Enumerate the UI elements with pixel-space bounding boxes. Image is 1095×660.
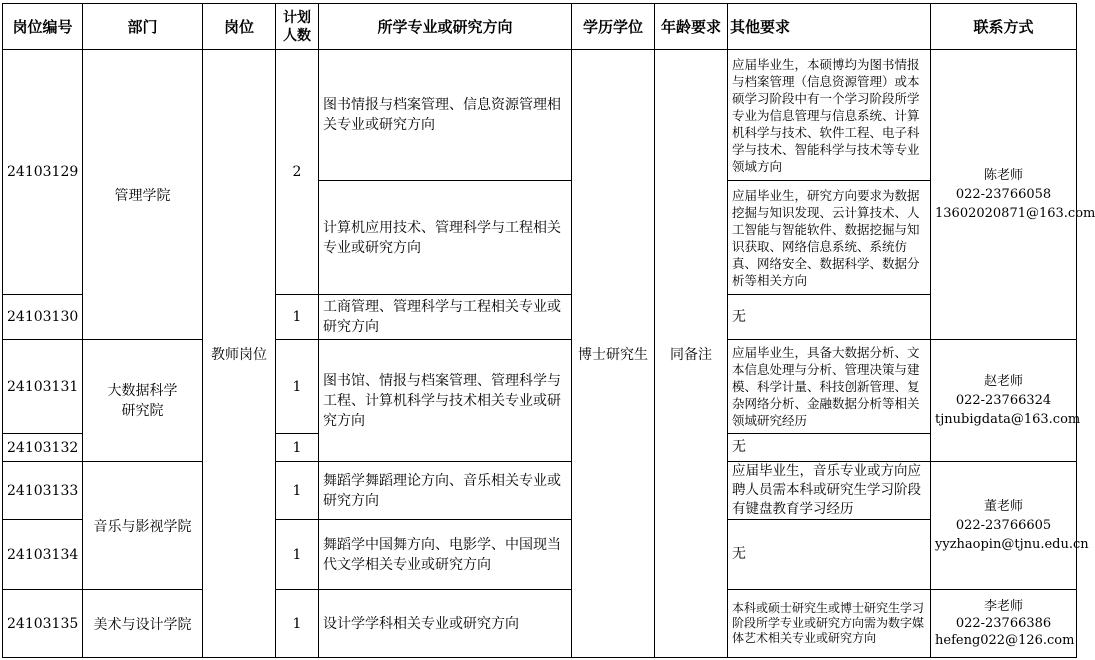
row-other: 应届毕业生，本硕博均为图书情报与档案管理（信息资源管理）或本硕学习阶段中有一个学习阶段所学专业为信息管理与信息系统、计算机科学与技术、软件工程、电子科学与技术、智能科学与技术等专业领域方向 bbox=[728, 50, 931, 181]
row-other: 无 bbox=[728, 520, 931, 590]
row-other: 无 bbox=[728, 295, 931, 340]
contact-name: 李老师 bbox=[983, 599, 1023, 614]
header-count: 计划人数 bbox=[276, 4, 319, 50]
header-major: 所学专业或研究方向 bbox=[319, 4, 572, 50]
contact-name: 赵老师 bbox=[983, 374, 1023, 389]
row-code: 24103130 bbox=[3, 295, 83, 340]
header-degree: 学历学位 bbox=[572, 4, 655, 50]
row-code: 24103133 bbox=[3, 462, 83, 520]
contact-phone: 022-23766324 bbox=[955, 393, 1052, 408]
header-dept: 部门 bbox=[83, 4, 203, 50]
position-cell: 教师岗位 bbox=[203, 50, 276, 658]
row-other: 无 bbox=[728, 434, 931, 462]
contact-bigdata bbox=[931, 340, 1081, 462]
row-major: 舞蹈学中国舞方向、电影学、中国现当代文学相关专业或研究方向 bbox=[319, 520, 572, 590]
dept-art: 美术与设计学院 bbox=[83, 590, 203, 658]
header-age: 年龄要求 bbox=[655, 4, 728, 50]
dept-mgmt: 管理学院 bbox=[83, 50, 203, 340]
degree-cell: 博士研究生 bbox=[572, 50, 655, 658]
row-other: 应届毕业生，音乐专业或方向应聘人员需本科或研究生学习阶段有键盘教育学习经历 bbox=[728, 462, 931, 520]
row-count: 1 bbox=[276, 340, 319, 434]
contact-phone: 022-23766605 bbox=[955, 518, 1052, 533]
row-count: 1 bbox=[276, 520, 319, 590]
recruitment-table bbox=[2, 3, 1095, 658]
row-count: 1 bbox=[276, 462, 319, 520]
row-other: 应届毕业生，研究方向要求为数据挖掘与知识发现、云计算技术、人工智能与智能软件、数据挖掘与知识获取、网络信息系统、系统仿真、网络安全、数据科学、数据分析等相关方向 bbox=[728, 181, 931, 295]
row-other: 应届毕业生，具备大数据分析、文本信息处理与分析、管理决策与建模、科学计量、科技创新管理、复杂网络分析、金融数据分析等相关领域研究经历 bbox=[728, 340, 931, 434]
row-code: 24103129 bbox=[3, 50, 83, 295]
contact-name: 董老师 bbox=[983, 499, 1023, 514]
contact-music bbox=[931, 462, 1089, 590]
header-contact: 联系方式 bbox=[931, 4, 1077, 50]
row-count: 1 bbox=[276, 590, 319, 658]
contact-phone: 022-23766386 bbox=[955, 616, 1052, 631]
contact-email: tjnubigdata@163.com bbox=[935, 412, 1081, 427]
row-major: 图书情报与档案管理、信息资源管理相关专业或研究方向 bbox=[319, 50, 572, 181]
row-count: 1 bbox=[276, 434, 319, 462]
header-position: 岗位 bbox=[203, 4, 276, 50]
header-other: 其他要求 bbox=[728, 4, 931, 50]
row-code: 24103131 bbox=[3, 340, 83, 434]
row-code: 24103134 bbox=[3, 520, 83, 590]
dept-bigdata: 大数据科学研究院 bbox=[83, 340, 203, 462]
contact-email: yyzhaopin@tjnu.edu.cn bbox=[935, 537, 1089, 552]
table-row bbox=[3, 340, 1077, 434]
row-count: 1 bbox=[276, 295, 319, 340]
contact-email: 13602020871@163.com bbox=[935, 206, 1095, 221]
header-row bbox=[3, 4, 1077, 50]
row-major: 舞蹈学舞蹈理论方向、音乐相关专业或研究方向 bbox=[319, 462, 572, 520]
contact-email: hefeng022@126.com bbox=[935, 633, 1075, 648]
row-major: 工商管理、管理科学与工程相关专业或研究方向 bbox=[319, 295, 572, 340]
row-other: 本科或硕士研究生或博士研究生学习阶段所学专业或研究方向需为数字媒体艺术相关专业或研究方向 bbox=[728, 590, 931, 658]
row-major: 设计学学科相关专业或研究方向 bbox=[319, 590, 572, 658]
contact-name: 陈老师 bbox=[983, 168, 1023, 183]
table-row bbox=[3, 462, 1077, 520]
row-code: 24103135 bbox=[3, 590, 83, 658]
row-code: 24103132 bbox=[3, 434, 83, 462]
contact-art bbox=[931, 590, 1077, 658]
row-major: 图书馆、情报与档案管理、管理科学与工程、计算机科学与技术相关专业或研究方向 bbox=[319, 340, 572, 462]
table-row bbox=[3, 590, 1077, 658]
row-major: 计算机应用技术、管理科学与工程相关专业或研究方向 bbox=[319, 181, 572, 295]
header-code: 岗位编号 bbox=[3, 4, 83, 50]
dept-music: 音乐与影视学院 bbox=[83, 462, 203, 590]
contact-mgmt bbox=[931, 50, 1095, 340]
row-count: 2 bbox=[276, 50, 319, 295]
contact-phone: 022-23766058 bbox=[955, 187, 1052, 202]
age-cell: 同备注 bbox=[655, 50, 728, 658]
table-row bbox=[3, 50, 1077, 181]
